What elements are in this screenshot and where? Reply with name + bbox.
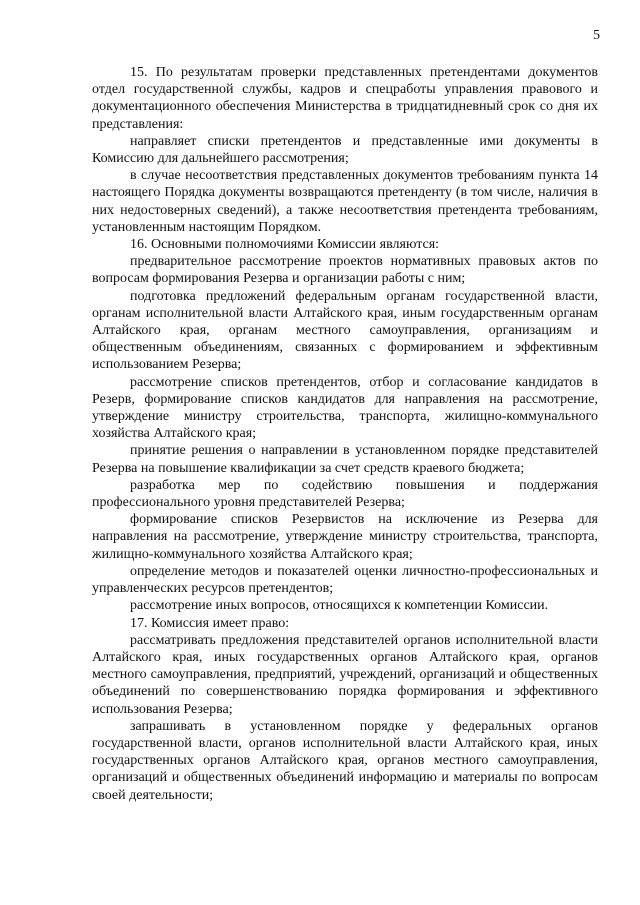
paragraph: рассмотрение списков претендентов, отбор и согласование кандидатов в Резерв, формирование списков кандидатов для направления на рассмотрение, утверждение министру строительства, транспорта, жилищно-коммунального хозяйства Алтайского края; <box>92 374 598 442</box>
paragraph: разработка мер по содействию повышения и поддержания профессионального уровня представителей Резерва; <box>92 477 598 511</box>
paragraph: определение методов и показателей оценки личностно-профессиональных и управленческих ресурсов претендентов; <box>92 563 598 597</box>
paragraph: запрашивать в установленном порядке у федеральных органов государственной власти, органов исполнительной власти Алтайского края, иных государственных органов Алтайского края, органов местного самоуправления, организаций и общественных объединений информацию и материалы по вопросам своей деятельности; <box>92 718 598 803</box>
paragraph: 15. По результатам проверки представленных претендентами документов отдел государственной службы, кадров и спецработы управления правового и документационного обеспечения Министерства в тридцатидневный срок со дня их представления: <box>92 65 598 132</box>
paragraph: рассматривать предложения представителей органов исполнительной власти Алтайского края, иных государственных органов Алтайского края, органов местного самоуправления, предприятий, учреждений, организаций и общественных объединений по совершенствованию порядка формирования и эффективного использования Резерва; <box>92 632 598 717</box>
paragraph: рассмотрение иных вопросов, относящихся к компетенции Комиссии. <box>130 598 549 614</box>
paragraph: предварительное рассмотрение проектов нормативных правовых актов по вопросам формирования Резерва и организации работы с ним; <box>92 254 598 287</box>
paragraph: формирование списков Резервистов на исключение из Резерва для направления на рассмотрение, утверждение министру строительства, транспорта, жилищно-коммунального хозяйства Алтайского края; <box>92 512 598 562</box>
body-text <box>92 64 598 804</box>
paragraph: 17. Комиссия имеет право: <box>130 615 290 631</box>
page-number: 5 <box>593 28 600 43</box>
paragraph: 16. Основными полномочиями Комиссии являются: <box>130 237 440 253</box>
paragraph: принятие решения о направлении в установленном порядке представителей Резерва на повышение квалификации за счет средств краевого бюджета; <box>92 443 598 476</box>
paragraph: направляет списки претендентов и представленные ими документы в Комиссию для дальнейшего рассмотрения; <box>92 133 598 167</box>
paragraph: в случае несоответствия представленных документов требованиям пункта 14 настоящего Порядка документы возвращаются претенденту (в том числе, наличия в них недостоверных сведений), а также несоответствия претендента требованиям, установленным настоящим Порядком. <box>92 168 598 235</box>
paragraph: подготовка предложений федеральным органам государственной власти, органам исполнительной власти Алтайского края, иным государственным органам Алтайского края, органам местного самоуправления, организациям и общественным объединениям, связанных с формированием и эффективным использованием Резерва; <box>92 288 598 373</box>
